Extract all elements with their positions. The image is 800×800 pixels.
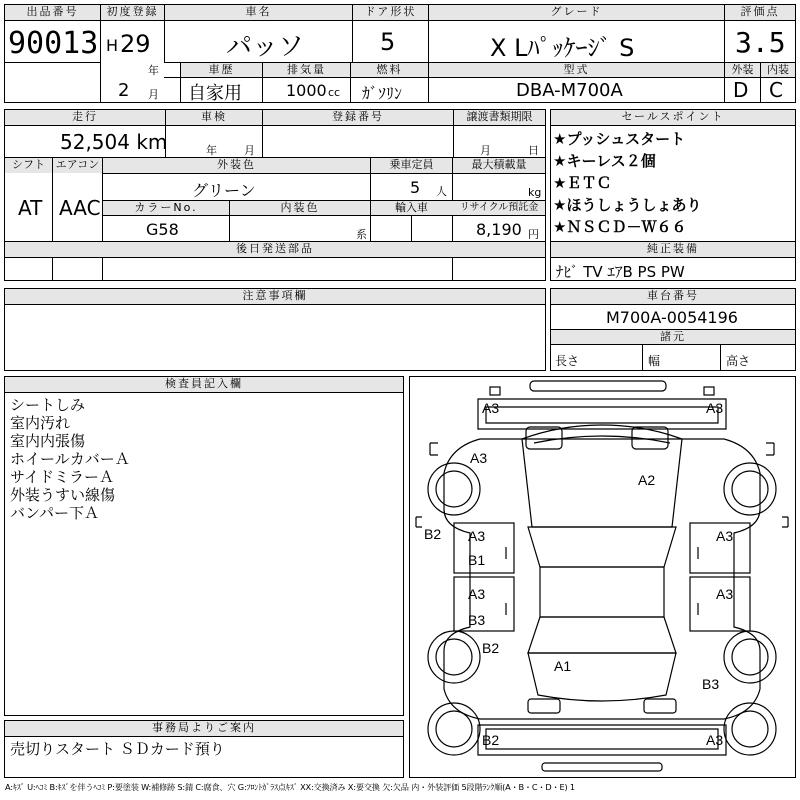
era: H: [106, 36, 119, 55]
sales-points: [553, 128, 701, 238]
load-unit: kg: [528, 186, 542, 199]
diagram-label-left-rear-door-b: B3: [468, 612, 486, 628]
diagram-label-left-front-door-a: A3: [468, 528, 486, 544]
dims-length: 長さ: [555, 354, 580, 368]
docs-month: 月: [480, 144, 491, 157]
history-label: 車歴: [181, 63, 262, 77]
ac-label: エアコン: [53, 158, 102, 173]
reg-label: 初度登録: [101, 5, 164, 20]
colorno-label: カラーNo.: [103, 201, 229, 215]
colorno-value: G58: [146, 220, 179, 239]
inspector-line: ホイールカバーＡ: [10, 450, 130, 468]
chassis-label: 車台番号: [551, 289, 795, 304]
recycle-value: 8,190: [476, 220, 522, 239]
diagram-label-trunk: A1: [554, 658, 572, 674]
door-label: ドア形状: [353, 5, 428, 20]
notes-label: 注意事項欄: [5, 289, 545, 304]
color-value: グリーン: [192, 181, 256, 200]
sales-label: セールスポイント: [551, 110, 795, 125]
later-parts-label: 後日発送部品: [5, 242, 545, 257]
shaken-year: 年: [206, 144, 217, 157]
inspector-line: バンパー下Ａ: [10, 504, 99, 522]
diagram-label-rear-bumper-left: B2: [482, 732, 500, 748]
inspector-label: 検査員記入欄: [5, 377, 403, 392]
cap-unit: 人: [436, 185, 447, 198]
diagram-label-left-front-door-b: B1: [468, 552, 486, 568]
ext-label: 外装: [725, 63, 760, 77]
sales-point: ★キーレス２個: [553, 152, 656, 170]
diagram-label-rear-bumper-right: A3: [706, 732, 724, 748]
regno-label: 登録番号: [263, 110, 453, 125]
shaken-month: 月: [244, 144, 255, 157]
sales-point: ★ほうしょうしょあり: [553, 196, 702, 214]
inspector-line: サイドミラーＡ: [10, 468, 114, 486]
car-name: パッソ: [226, 32, 305, 62]
inspector-line: 室内内張傷: [10, 432, 86, 450]
reg-year: 29: [120, 30, 151, 58]
sales-point: ★ＥＴＣ: [553, 174, 612, 192]
dims-label: 諸元: [551, 330, 795, 344]
cap-value: 5: [410, 178, 421, 197]
diagram-label-roof: A2: [638, 472, 656, 488]
inspector-notes: [10, 396, 130, 522]
disp-label: 排気量: [263, 63, 350, 77]
office-label: 事務局よりご案内: [5, 721, 403, 736]
import-label: 輸入車: [371, 201, 452, 215]
car-outline-drawing: [410, 377, 794, 776]
intcolor-label: 内装色: [230, 201, 370, 215]
score-label: 評価点: [725, 5, 795, 20]
grade-label: グレード: [429, 5, 724, 20]
dims-height: 高さ: [726, 354, 751, 368]
diagram-label-right-front-door: A3: [716, 528, 734, 544]
shift-label: シフト: [5, 158, 52, 173]
inspector-line: 室内汚れ: [10, 414, 71, 432]
mileage-label: 走行: [5, 110, 165, 125]
model-value: DBA-M700A: [516, 80, 623, 101]
score-value: 3.5: [735, 26, 786, 59]
diagram-label-front-right: A3: [706, 400, 724, 416]
equipment-value: ﾅﾋﾞ TV ｴｱB PS PW: [556, 263, 685, 281]
intcolor-unit: 系: [356, 228, 367, 241]
docs-day: 日: [528, 144, 539, 157]
ac-value: AAC: [59, 196, 101, 220]
color-label: 外装色: [103, 158, 370, 173]
diagram-label-left-side: B2: [424, 526, 442, 542]
cap-label: 乗車定員: [371, 158, 452, 173]
recycle-label: リサイクル預託金: [453, 201, 545, 215]
office-value: 売切りスタート ＳＤカード預り: [10, 740, 225, 758]
inspector-line: シートしみ: [10, 396, 86, 414]
load-label: 最大積載量: [453, 158, 545, 173]
name-label: 車名: [165, 5, 352, 20]
model-label: 型式: [429, 63, 724, 77]
diagram-label-hood-left: A3: [470, 450, 488, 466]
mileage-value: 52,504 km: [60, 130, 168, 154]
int-score: C: [769, 78, 783, 102]
lot-number: 90013: [8, 26, 99, 61]
shaken-label: 車検: [166, 110, 262, 125]
ext-score: D: [733, 78, 749, 102]
diagram-label-left-rear-door-a: A3: [468, 586, 486, 602]
equipment-label: 純正装備: [551, 242, 795, 257]
grade-value: X Lﾊﾟｯｹｰｼﾞ S: [490, 34, 635, 62]
sales-point: ★プッシュスタート: [553, 130, 686, 148]
fuel-label: 燃料: [351, 63, 428, 77]
inspector-line: 外装うすい線傷: [10, 486, 116, 504]
month-unit: 月: [148, 88, 159, 101]
disp-unit: cc: [328, 86, 341, 99]
diagram-label-front-left: A3: [482, 400, 500, 416]
recycle-unit: 円: [528, 228, 539, 241]
shift-value: AT: [18, 196, 43, 220]
diagram-label-rear-left: B2: [482, 640, 500, 656]
fuel-value: ｶﾞｿﾘﾝ: [362, 84, 403, 103]
door-count: 5: [380, 28, 396, 56]
reg-month: 2: [118, 80, 130, 101]
diagram-label-right-rear-door: A3: [716, 586, 734, 602]
legend-text: A:ｷｽﾞ U:ﾍｺﾐ B:ｷｽﾞを伴うﾍｺﾐ P:要塗装 W:補修跡 S:錆 C:腐食、穴 G:ﾌﾛﾝﾄｶﾞﾗｽ点ｷｽﾞ XX:交換済み X:要交換 欠:欠品 内・外装評価 5段階ﾗﾝｸ順(A・B・C・D・E) 1: [5, 782, 575, 792]
chassis-value: M700A-0054196: [606, 308, 738, 327]
docs-label: 譲渡書類期限: [454, 110, 545, 125]
lot-label: 出品番号: [5, 5, 100, 20]
history-value: 自家用: [188, 83, 242, 104]
diagram-label-rear-right: B3: [702, 676, 720, 692]
damage-diagram: [409, 376, 796, 778]
dims-width: 幅: [648, 354, 661, 368]
year-unit: 年: [148, 64, 159, 77]
sales-point: ★ＮＳＣＤ－Ｗ６６: [553, 218, 687, 236]
disp-value: 1000: [286, 81, 327, 100]
int-label: 内装: [761, 63, 795, 77]
